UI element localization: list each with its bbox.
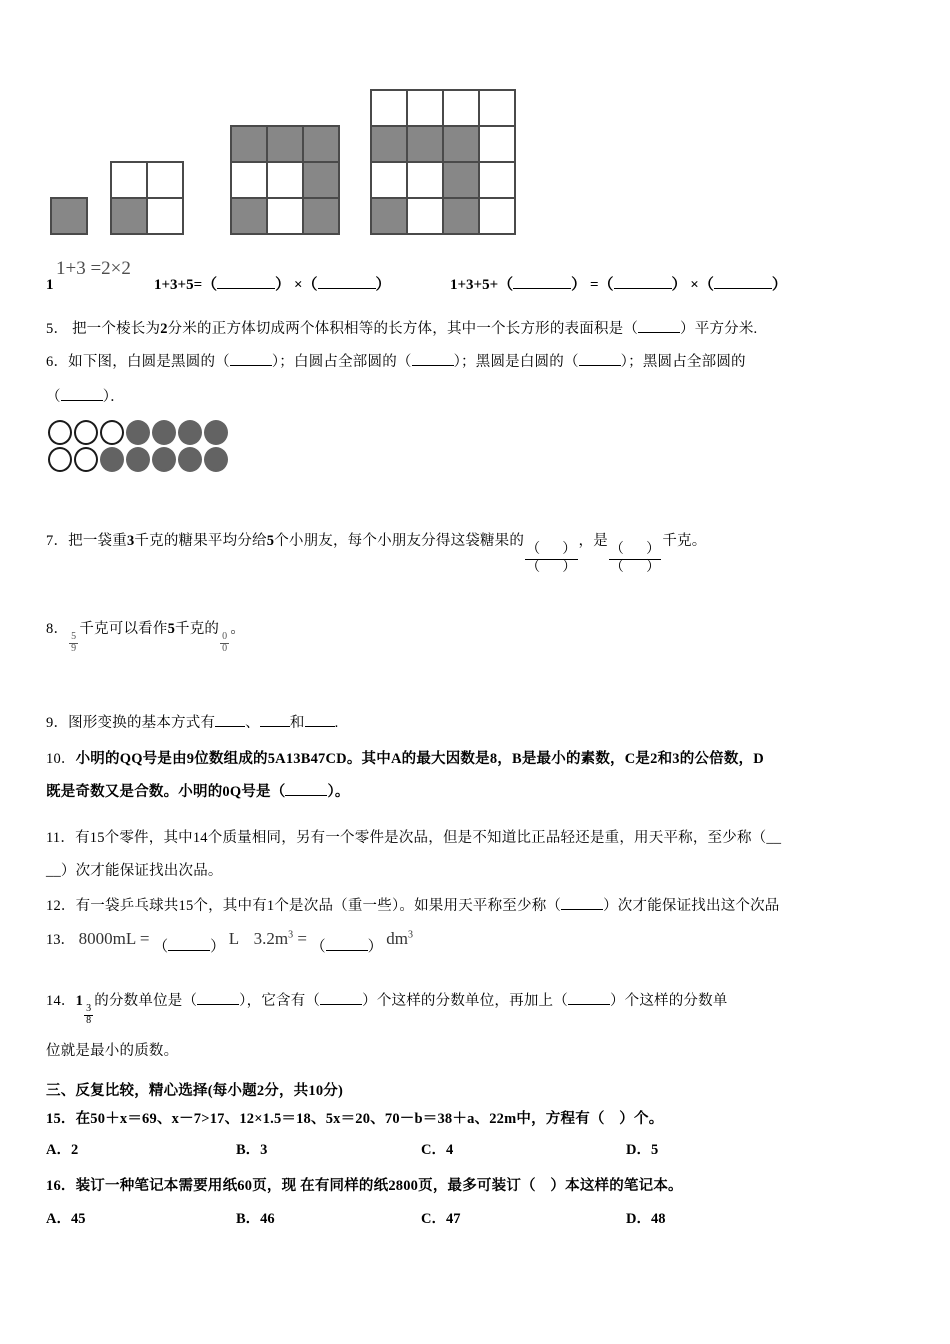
question-9-number: 9．: [46, 715, 69, 731]
option-c[interactable]: C．47: [421, 1211, 461, 1227]
right-paren: ）: [571, 277, 587, 293]
question-6-text-e: （: [46, 389, 61, 405]
answer-blank[interactable]: [202, 273, 290, 294]
question-13-number: 13．: [46, 932, 75, 948]
question-15: [46, 1108, 912, 1130]
white-circle: [48, 420, 72, 445]
grid-cell: [147, 162, 183, 198]
question-5-number: 5．: [46, 321, 69, 337]
answer-blank[interactable]: [412, 353, 454, 366]
grid-4x4: [370, 89, 516, 235]
answer-blank[interactable]: [568, 992, 610, 1005]
question-13-unit-b-value: dm: [386, 929, 408, 948]
answer-blank[interactable]: [561, 897, 603, 910]
question-12-text-b: ）次才能保证找出这个次品: [603, 898, 780, 914]
grid-cell: [479, 126, 515, 162]
question-10-line1: 小明的QQ号是由9位数组成的5A13B47CD。其中A的最大因数是8，B是最小的素数，C是2和3的公倍数，D: [75, 751, 764, 767]
question-10-line2-a: 既是奇数又是合数。小明的0Q号是（: [46, 784, 286, 800]
answer-blank[interactable]: [305, 714, 335, 727]
fraction-numerator: 0: [222, 631, 228, 643]
question-12: [46, 895, 912, 917]
left-paren: （: [526, 559, 541, 575]
fraction-five-ninths: [69, 632, 78, 654]
grid-cell: [479, 198, 515, 234]
exponent: 3: [288, 929, 294, 941]
question-13-unit-b: [386, 929, 413, 948]
answer-blank[interactable]: [638, 320, 680, 333]
black-circle: [178, 447, 202, 472]
grid-cell: [267, 162, 303, 198]
question-6-line2: [46, 386, 912, 408]
question-10-number: 10．: [46, 751, 76, 767]
answer-blank[interactable]: [215, 714, 245, 727]
question-9: [46, 712, 912, 734]
right-paren: ）: [646, 559, 661, 575]
fraction-denominator: 9: [71, 643, 77, 655]
black-circle: [152, 420, 176, 445]
grid-cell: [443, 162, 479, 198]
answer-blank[interactable]: [303, 273, 391, 294]
question-7-value-2: 5: [266, 533, 275, 549]
circles-row-1: [48, 420, 248, 445]
answer-blank[interactable]: [153, 935, 225, 956]
grid-1x1: [50, 197, 88, 235]
grid-cell: [371, 162, 407, 198]
grid-cell: [231, 198, 267, 234]
option-d[interactable]: D．48: [626, 1211, 666, 1227]
question-10: [46, 748, 912, 770]
question-10-line2: [46, 781, 912, 803]
grid-cell: [407, 198, 443, 234]
equation-3-lead: 1+3+5+: [450, 277, 499, 293]
grid-cell: [479, 90, 515, 126]
question-6-number: 6．: [46, 354, 69, 370]
option-b[interactable]: B．46: [236, 1211, 275, 1227]
question-6-text-f: ）．: [102, 389, 125, 405]
left-paren: （: [153, 939, 169, 955]
fraction-numerator: 5: [71, 631, 77, 643]
question-14-text-a: 的分数单位是（: [94, 993, 198, 1009]
left-paren: （: [609, 541, 625, 557]
answer-blank[interactable]: [320, 992, 362, 1005]
question-6-text-b: ）；白圆占全部圆的（: [271, 354, 412, 370]
exponent: 3: [407, 929, 413, 941]
white-circle: [74, 447, 98, 472]
black-circle: [204, 420, 228, 445]
question-6-text-a: 如下图，白圆是黑圆的（: [68, 354, 230, 370]
fraction-denominator-blank[interactable]: [525, 560, 577, 576]
question-9-text-b: .: [334, 715, 339, 731]
question-6: [46, 351, 912, 373]
question-5-text-a: 把一个棱长为: [71, 321, 161, 337]
question-10-line2-b: ）。: [327, 784, 350, 800]
question-7-value-1: 3: [126, 533, 135, 549]
equation-3-times: ×: [690, 277, 699, 293]
white-circle: [74, 420, 98, 445]
fraction-three-eighths: [84, 1004, 93, 1026]
white-circle: [100, 420, 124, 445]
grid-cell: [479, 162, 515, 198]
question-13-expr-b-value: 3.2m: [253, 929, 289, 948]
black-circle: [178, 420, 202, 445]
question-14-line2-text: 位就是最小的质数。: [46, 1043, 179, 1059]
question-14: [46, 990, 912, 1026]
question-14-whole: 1: [75, 993, 84, 1009]
question-7-text-c: 个小朋友，每个小朋友分得这袋糖果的: [274, 533, 525, 549]
question-13-expr-a: 8000mL =: [78, 929, 150, 948]
grid-cell: [371, 90, 407, 126]
question-5-value: 2: [160, 321, 168, 337]
question-14-number: 14．: [46, 993, 76, 1009]
question-14-text-d: ）个这样的分数单: [609, 993, 728, 1009]
equation-2: [154, 273, 391, 294]
question-7-text-d: ，是: [578, 533, 608, 549]
question-16: [46, 1175, 912, 1197]
question-12-number: 12．: [46, 898, 76, 914]
right-paren: ）: [210, 939, 226, 955]
grid-cell: [443, 90, 479, 126]
grid-cell: [303, 198, 339, 234]
left-paren: （: [498, 277, 514, 293]
section-three-title: [46, 1080, 912, 1102]
question-8-text-a: 千克可以看作: [79, 621, 168, 637]
fraction-blank-placeholder[interactable]: [220, 632, 229, 654]
right-paren: ）: [671, 277, 687, 293]
answer-blank[interactable]: [699, 273, 787, 294]
question-7-text-e: 千克。: [662, 533, 707, 549]
question-14-text-b: ），它含有（: [239, 993, 321, 1009]
left-paren: （: [598, 277, 614, 293]
equation-3: [450, 273, 787, 294]
question-11-line2: [46, 860, 912, 882]
left-paren: （: [302, 277, 318, 293]
right-paren: ）: [771, 277, 787, 293]
fraction-denominator: 0: [222, 643, 228, 655]
fraction-numerator: 3: [86, 1003, 92, 1015]
left-paren: （: [310, 939, 326, 955]
option-b[interactable]: B．3: [236, 1142, 268, 1158]
growing-square-grids-figure: [50, 100, 470, 235]
right-paren: ）: [646, 541, 661, 557]
grid-2x2: [110, 161, 184, 235]
grid-cell: [443, 198, 479, 234]
black-circle: [126, 447, 150, 472]
option-a[interactable]: A．45: [46, 1211, 86, 1227]
question-8-number: 8．: [46, 621, 69, 637]
equation-1: [46, 258, 131, 294]
left-paren: （: [526, 541, 541, 557]
fraction-answer-blank[interactable]: [609, 543, 661, 575]
equation-3-equals: =: [589, 277, 599, 293]
option-d[interactable]: D．5: [626, 1142, 659, 1158]
question-5-text-b: 分米的正方体切成两个体积相等的长方体，其中一个长方形的表面积是（: [167, 321, 639, 337]
black-circle: [100, 447, 124, 472]
grid-cell: [371, 198, 407, 234]
question-14-line2: [46, 1040, 912, 1062]
question-15-number: 15．: [46, 1111, 76, 1127]
equation-strip: [46, 248, 926, 294]
equation-2-times: ×: [293, 277, 303, 293]
question-6-text-c: ）；黑圆是白圆的（: [453, 354, 579, 370]
black-circle: [204, 447, 228, 472]
question-14-text-c: ）个这样的分数单位，再加上（: [362, 993, 568, 1009]
question-11: [46, 827, 912, 849]
fraction-numerator-blank[interactable]: [609, 543, 661, 560]
question-7-text-a: 把一袋重: [68, 533, 127, 549]
grid-cell: [231, 126, 267, 162]
right-paren: ）: [375, 277, 391, 293]
question-12-text-a: 有一袋乒乓球共15个，其中有1个是次品（重一些）。如果用天平称至少称（: [75, 898, 562, 914]
question-16-number: 16．: [46, 1178, 76, 1194]
question-11-number: 11．: [46, 830, 76, 846]
answer-blank[interactable]: [498, 273, 586, 294]
question-16-text: 装订一种笔记本需要用纸60页，现 在有同样的纸2800页，最多可装订（ ）本这样的笔记本。: [75, 1178, 683, 1194]
grid-cell: [147, 198, 183, 234]
black-circle: [126, 420, 150, 445]
black-circle: [152, 447, 176, 472]
grid-cell: [303, 162, 339, 198]
right-paren: ）: [562, 541, 577, 557]
question-8-value: 5: [167, 621, 176, 637]
equation-2-lead: 1+3+5=: [154, 277, 203, 293]
question-7: [46, 530, 912, 575]
question-8-text-c: 。: [230, 621, 246, 637]
option-a[interactable]: A．2: [46, 1142, 79, 1158]
question-8-text-b: 千克的: [175, 621, 220, 637]
left-paren: （: [609, 559, 625, 575]
question-15-options: [46, 1138, 912, 1159]
fraction-denominator: 8: [86, 1015, 92, 1027]
grid-cell: [111, 162, 147, 198]
question-8: [46, 618, 912, 654]
grid-cell: [111, 198, 147, 234]
white-circle: [48, 447, 72, 472]
fraction-numerator-blank[interactable]: [525, 543, 577, 560]
grid-cell: [267, 126, 303, 162]
answer-blank[interactable]: [197, 992, 239, 1005]
question-9-sep-2: 和: [289, 715, 305, 731]
right-paren: ）: [562, 559, 577, 575]
option-c[interactable]: C．4: [421, 1142, 454, 1158]
question-7-text-b: 千克的糖果平均分给: [134, 533, 267, 549]
question-9-text-a: 图形变换的基本方式有: [68, 715, 216, 731]
circles-row-2: [48, 447, 248, 472]
answer-blank[interactable]: [579, 353, 621, 366]
grid-cell: [267, 198, 303, 234]
question-5-text-c: ）平方分米.: [680, 321, 758, 337]
grid-cell: [51, 198, 87, 234]
question-5: [46, 318, 912, 340]
equals-sign: =: [297, 929, 307, 948]
question-6-text-d: ）；黑圆占全部圆的: [620, 354, 746, 370]
circles-figure: [48, 420, 248, 482]
question-11-line2-text: __）次才能保证找出次品。: [46, 863, 223, 879]
question-11-line1: 有15个零件，其中14个质量相同，另有一个零件是次品，但是不知道比正品轻还是重，用天平称，至少称（__: [75, 830, 782, 846]
grid-cell: [407, 162, 443, 198]
grid-cell: [407, 90, 443, 126]
grid-cell: [443, 126, 479, 162]
question-13: [46, 928, 413, 955]
question-15-text: 在50＋x＝69、x－7>17、12×1.5＝18、5x＝20、70－b＝38＋a、22m中，方程有（ ）个。: [75, 1111, 664, 1127]
grid-cell: [371, 126, 407, 162]
answer-blank[interactable]: [230, 353, 272, 366]
fraction-answer-blank[interactable]: [525, 543, 577, 575]
answer-blank[interactable]: [285, 783, 327, 796]
equation-1-expression: 1+3 =2×2: [56, 258, 131, 279]
question-13-unit-a: L: [228, 929, 240, 948]
equation-1-index: 1: [46, 277, 54, 293]
grid-3x3: [230, 125, 340, 235]
answer-blank[interactable]: [61, 388, 103, 401]
grid-cell: [407, 126, 443, 162]
grid-cell: [231, 162, 267, 198]
grid-cell: [303, 126, 339, 162]
answer-blank[interactable]: [260, 714, 290, 727]
left-paren: （: [202, 277, 218, 293]
question-9-sep-1: 、: [245, 715, 260, 731]
section-three-title-text: 三、反复比较，精心选择(每小题2分，共10分): [46, 1083, 344, 1099]
question-13-expr-b: [254, 929, 307, 948]
left-paren: （: [698, 277, 714, 293]
question-16-options: [46, 1207, 912, 1228]
right-paren: ）: [367, 939, 383, 955]
right-paren: ）: [275, 277, 291, 293]
answer-blank[interactable]: [311, 935, 383, 956]
question-7-number: 7．: [46, 533, 69, 549]
fraction-denominator-blank[interactable]: [609, 560, 661, 576]
answer-blank[interactable]: [599, 273, 687, 294]
